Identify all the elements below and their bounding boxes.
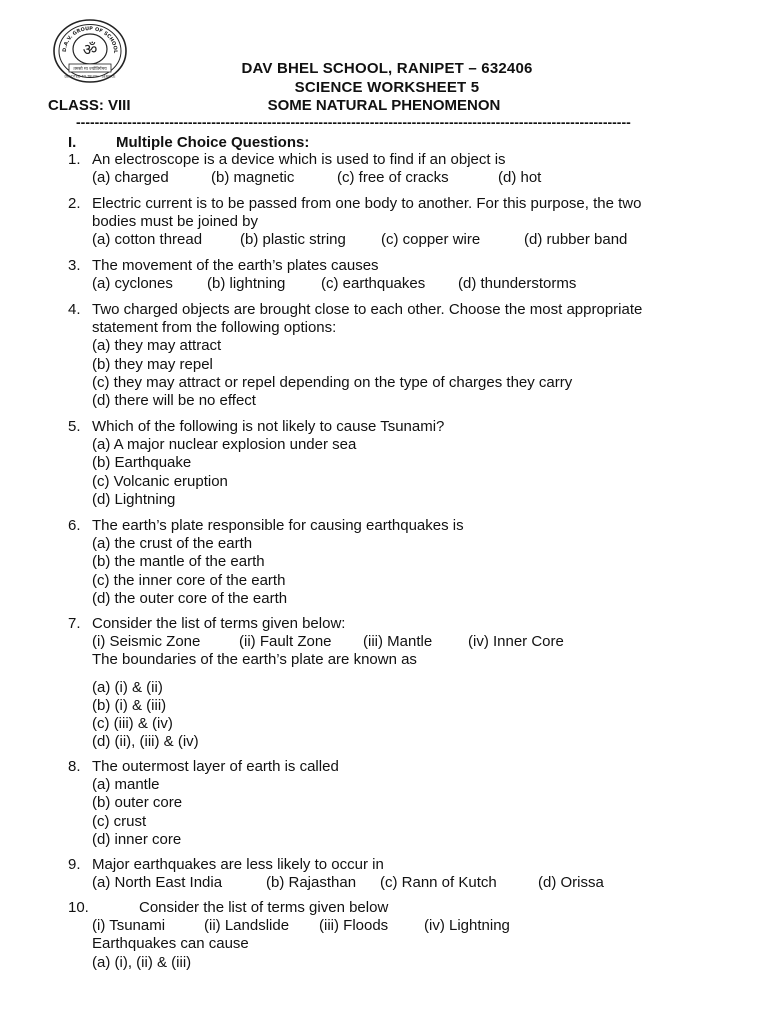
question-10 [68,899,728,972]
header-divider: ----------------------------------------------------------------------------------------------------------------------- [76,114,631,130]
option: (c) free of cracks [337,169,449,187]
question-number: 7. [68,615,81,632]
term: (iv) Inner Core [468,633,564,651]
option: (d) thunderstorms [458,275,577,293]
option: (c) (iii) & (iv) [92,715,173,733]
term: (ii) Fault Zone [239,633,332,651]
option: (b) plastic string [240,231,346,249]
question-text: Electric current is to be passed from one body to another. For this purpose, the two [92,195,642,212]
option: (b) they may repel [92,355,213,373]
question-7 [68,615,728,751]
logo-banner-text: तमसो मा ज्योतिर्गमय [73,67,107,72]
question-number: 9. [68,856,81,873]
option: (a) (i), (ii) & (iii) [92,953,192,971]
question-3 [68,257,728,293]
option: (a) the crust of the earth [92,535,253,553]
question-6 [68,517,728,608]
question-text: Major earthquakes are less likely to occur in [92,856,384,873]
school-name: DAV BHEL SCHOOL, RANIPET – 632406 [241,60,533,77]
section-heading [68,134,309,151]
question-number: 5. [68,418,81,435]
terms-row [92,917,728,935]
topic-title: SOME NATURAL PHENOMENON [267,97,501,114]
question-text-continued: statement from the following options: [92,319,337,337]
term: (ii) Landslide [204,917,290,935]
question-text: The outermost layer of earth is called [92,758,339,775]
question-number: 1. [68,151,81,168]
logo-bottom-text: DEVOTED TO TRUTH · SERVICE [64,74,116,79]
question-text: The movement of the earth’s plates causes [92,257,379,274]
option: (c) Rann of Kutch [380,874,497,892]
option: (d) rubber band [524,231,628,249]
class-label: CLASS: VIII [48,97,131,114]
option: (a) A major nuclear explosion under sea [92,436,357,454]
option: (d) inner core [92,830,182,848]
question-text-continued: Earthquakes can cause [92,935,249,953]
option: (d) there will be no effect [92,392,256,410]
question-text: An electroscope is a device which is used to find if an object is [92,151,506,168]
options-row [92,275,728,293]
term: (i) Seismic Zone [92,633,201,651]
term: (iii) Floods [319,917,389,935]
question-text: The earth’s plate responsible for causing earthquakes is [92,517,464,534]
question-number: 8. [68,758,81,775]
question-text-continued: bodies must be joined by [92,213,258,231]
option: (c) the inner core of the earth [92,571,286,589]
option: (d) (ii), (iii) & (iv) [92,733,199,751]
option: (c) crust [92,812,147,830]
question-number: 4. [68,301,81,318]
question-text: Which of the following is not likely to cause Tsunami? [92,418,445,435]
option: (d) Lightning [92,490,176,508]
option: (c) copper wire [381,231,481,249]
question-number: 3. [68,257,81,274]
section-number: I. [68,134,77,151]
option: (a) they may attract [92,337,222,355]
option: (b) Rajasthan [266,874,357,892]
logo-ring-text: D.A.V. GROUP OF SCHOOL [61,25,119,54]
options-row [92,169,728,187]
option: (b) Earthquake [92,454,192,472]
worksheet-title: SCIENCE WORKSHEET 5 [294,79,480,96]
option: (b) outer core [92,794,183,812]
question-5 [68,418,728,509]
options-row [92,231,728,249]
question-4 [68,301,728,410]
option: (b) the mantle of the earth [92,553,265,571]
question-1 [68,151,728,187]
option: (d) hot [498,169,542,187]
section-title: Multiple Choice Questions: [116,134,310,151]
option: (c) they may attract or repel depending on the type of charges they carry [92,373,573,391]
term: (iii) Mantle [363,633,433,651]
question-number: 6. [68,517,81,534]
option: (d) Orissa [538,874,604,892]
option: (a) cotton thread [92,231,203,249]
option: (b) magnetic [211,169,295,187]
term: (i) Tsunami [92,917,166,935]
question-text-continued: The boundaries of the earth’s plate are known as [92,651,417,669]
option: (a) North East India [92,874,223,892]
option: (a) (i) & (ii) [92,678,163,696]
option: (a) mantle [92,776,160,794]
om-symbol: ॐ [82,40,98,59]
question-number: 2. [68,195,81,212]
question-8 [68,758,728,849]
question-2 [68,195,728,250]
options-row [92,874,728,892]
question-9 [68,856,728,892]
option: (a) cyclones [92,275,173,293]
option: (c) Volcanic eruption [92,472,228,490]
term: (iv) Lightning [424,917,510,935]
option: (b) lightning [207,275,286,293]
option: (a) charged [92,169,169,187]
question-text: Two charged objects are brought close to each other. Choose the most appropriate [92,301,643,318]
option: (c) earthquakes [321,275,426,293]
option: (d) the outer core of the earth [92,589,288,607]
terms-row [92,633,728,651]
question-text: Consider the list of terms given below: [92,615,346,632]
option: (b) (i) & (iii) [92,696,167,714]
question-text: Consider the list of terms given below [139,899,389,916]
question-number: 10. [68,899,89,916]
